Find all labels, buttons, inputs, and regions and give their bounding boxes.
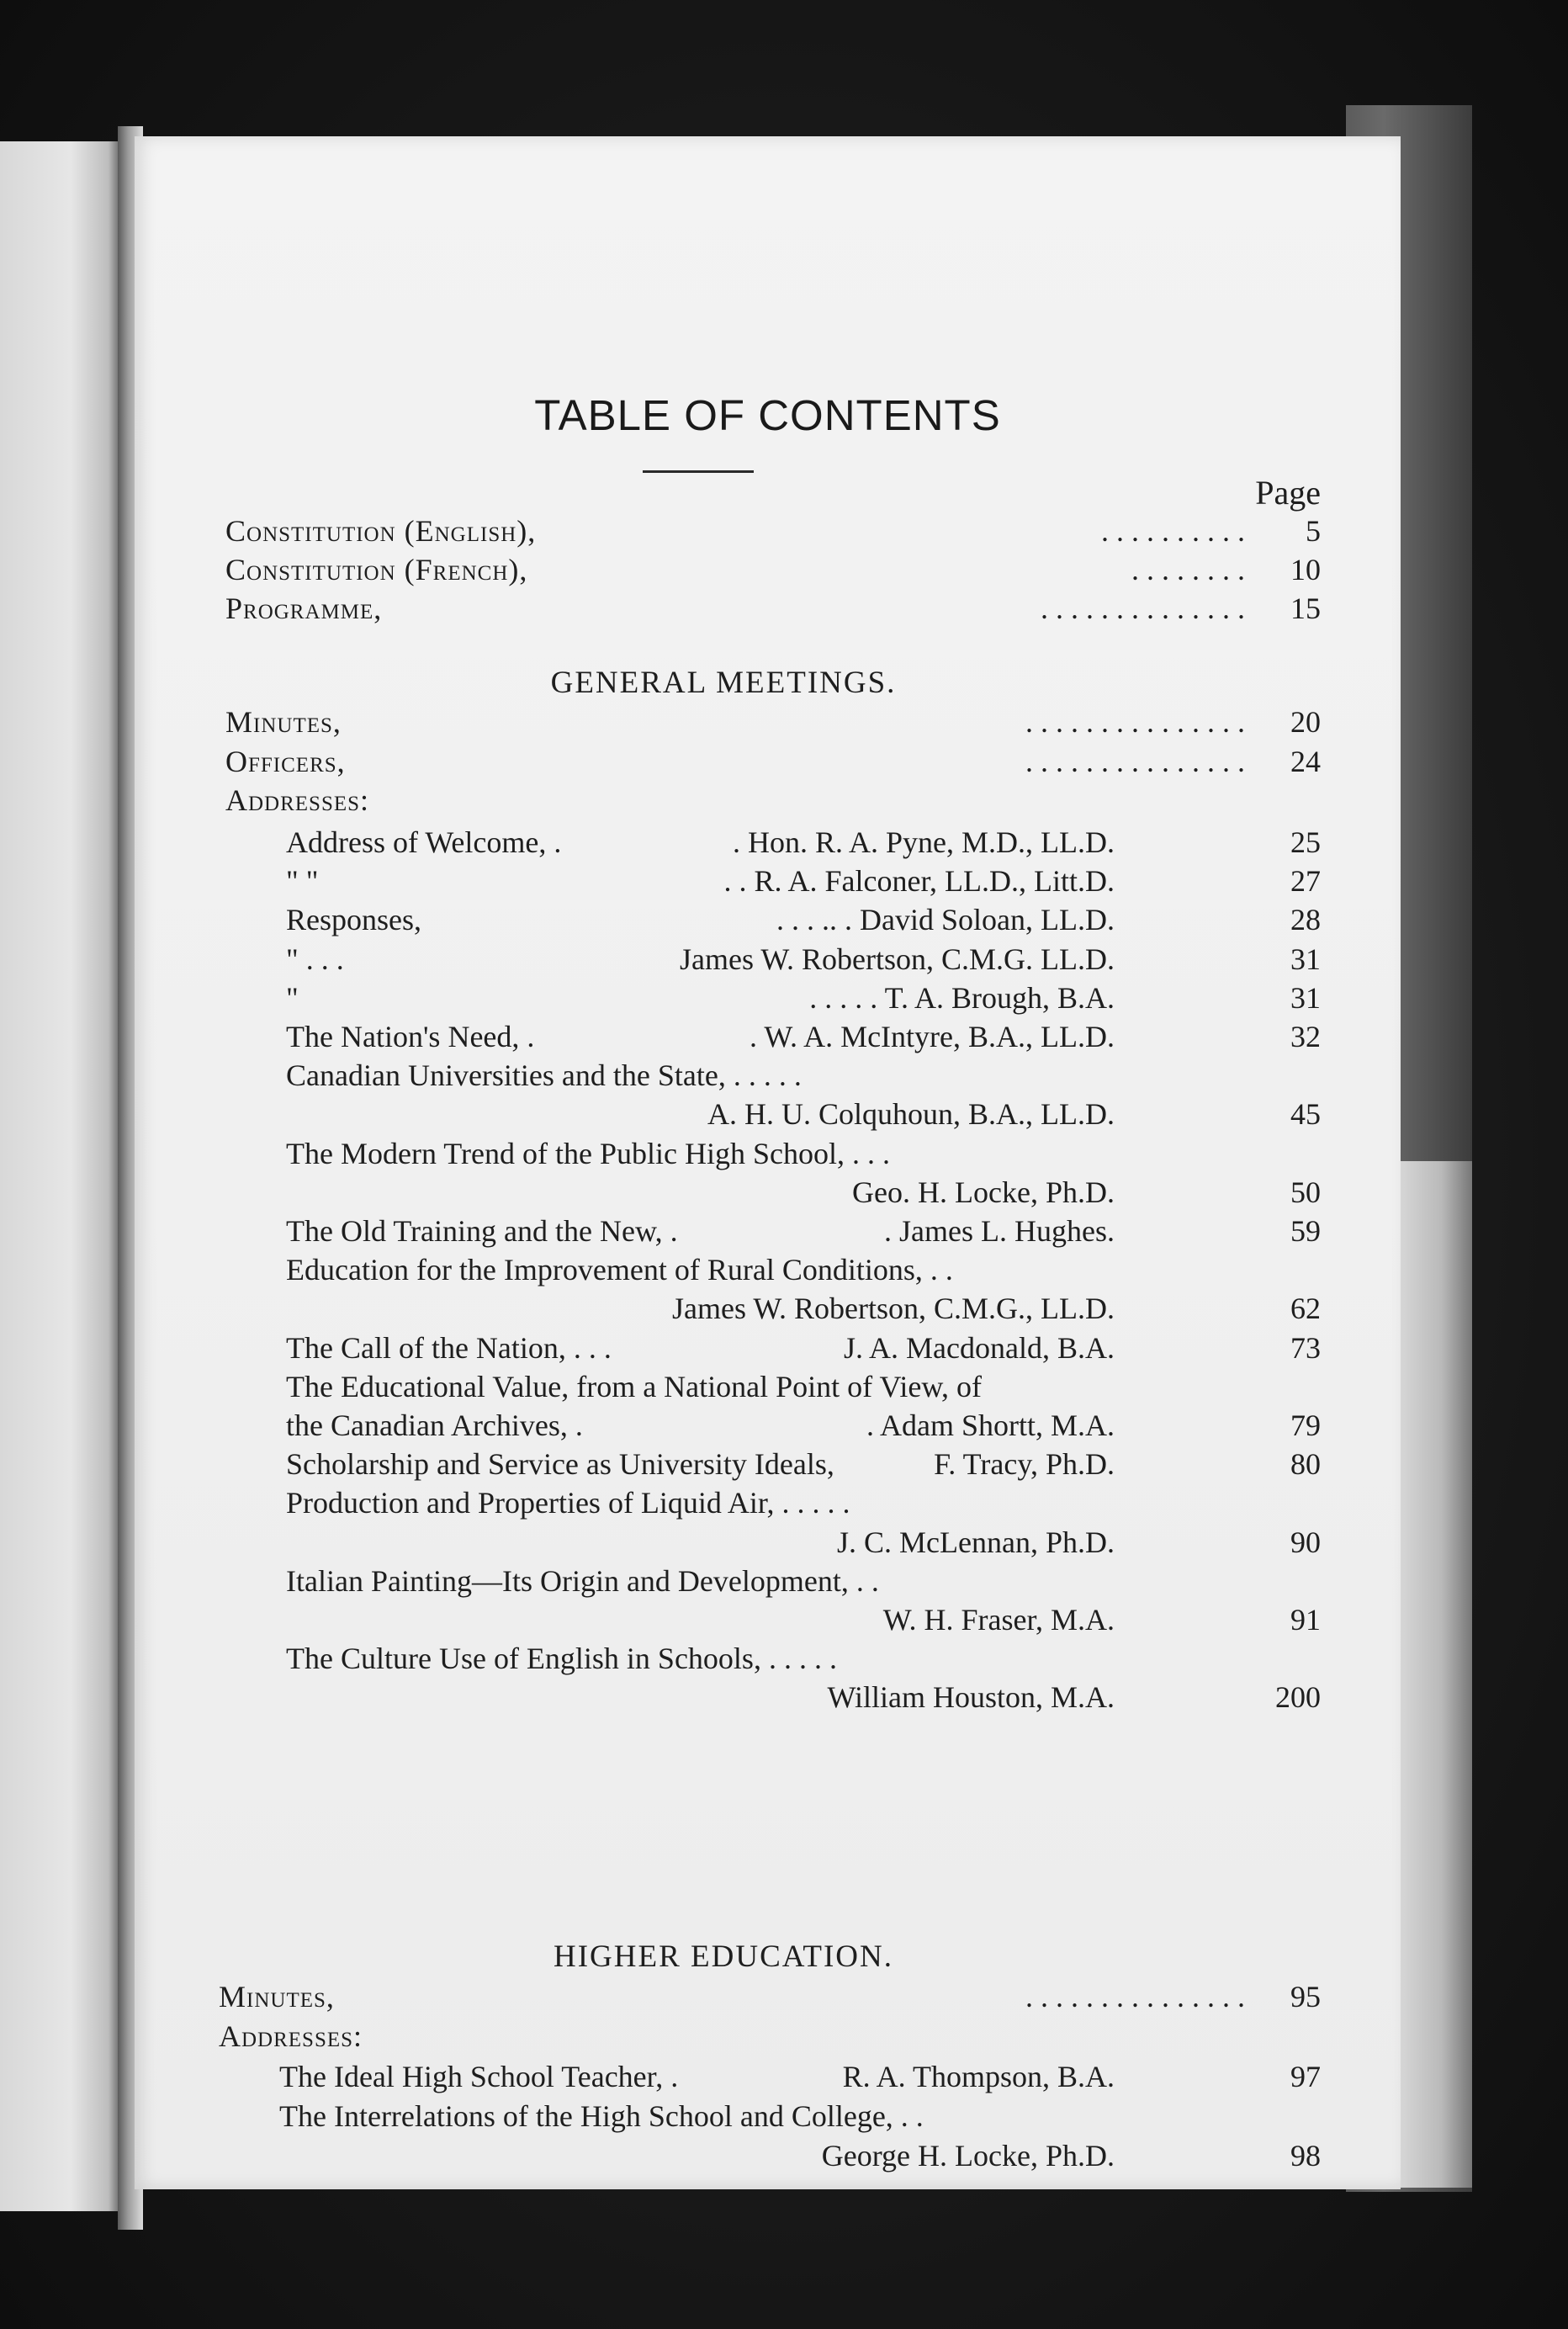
toc-address-title: The Educational Value, from a National Point of View, of <box>286 1369 982 1403</box>
toc-page-number: 32 <box>1290 1020 1321 1053</box>
toc-entry-label: Constitution (English), <box>225 514 537 548</box>
toc-page-number: 62 <box>1290 1292 1321 1326</box>
toc-page-number: 5 <box>1306 514 1321 548</box>
toc-leader: . . . . . . . . <box>1131 553 1245 586</box>
toc-page-number: 15 <box>1290 592 1321 625</box>
section-heading: HIGHER EDUCATION. <box>554 1939 893 1974</box>
toc-entry-label: Minutes, <box>225 705 342 739</box>
toc-page-number: 59 <box>1290 1214 1321 1248</box>
toc-address-title: Responses, <box>286 903 421 937</box>
toc-address-title: Canadian Universities and the State, . . . . . <box>286 1058 802 1093</box>
toc-entry-label: Minutes, <box>219 1980 335 2013</box>
toc-address-author: A. H. U. Colquhoun, B.A., LL.D. <box>707 1097 1115 1132</box>
toc-address-title: The Interrelations of the High School and College, . . <box>279 2099 924 2133</box>
toc-page-number: 50 <box>1290 1175 1321 1209</box>
toc-page-number: 97 <box>1290 2060 1321 2093</box>
toc-leader: . . . . . . . . . . . . . . <box>1041 592 1245 625</box>
toc-address-author: . . R. A. Falconer, LL.D., Litt.D. <box>723 864 1115 899</box>
toc-address-author: . Hon. R. A. Pyne, M.D., LL.D. <box>732 825 1115 859</box>
toc-page-number: 25 <box>1290 825 1321 859</box>
addresses-label: Addresses: <box>225 783 370 817</box>
toc-address-author: R. A. Thompson, B.A. <box>842 2060 1115 2093</box>
toc-address-title: The Nation's Need, . <box>286 1020 535 1053</box>
toc-address-title: Italian Painting—Its Origin and Development, . . <box>286 1563 879 1598</box>
toc-address-title: The Old Training and the New, . <box>286 1214 678 1248</box>
toc-page-number: 200 <box>1275 1680 1321 1715</box>
toc-leader: . . . . . . . . . . <box>1101 514 1245 548</box>
toc-address-title: The Call of the Nation, . . . <box>286 1330 612 1365</box>
toc-address-author: James W. Robertson, C.M.G. LL.D. <box>680 942 1115 976</box>
toc-address-author: Geo. H. Locke, Ph.D. <box>852 1175 1115 1209</box>
toc-address-title: " . . . <box>286 942 344 976</box>
toc-page-number: 79 <box>1290 1409 1321 1442</box>
section-heading: GENERAL MEETINGS. <box>550 666 897 700</box>
toc-address-title: Production and Properties of Liquid Air, . . . . . <box>286 1486 850 1520</box>
toc-address-title: The Culture Use of English in Schools, . . . . . <box>286 1642 837 1676</box>
toc-address-title: Scholarship and Service as University Ideals, <box>286 1447 834 1482</box>
toc-address-title: the Canadian Archives, . <box>286 1409 583 1442</box>
toc-address-title: The Modern Trend of the Public High School, . . . <box>286 1136 890 1170</box>
toc-address-title: " <box>286 980 299 1015</box>
toc-address-author: W. H. Fraser, M.A. <box>882 1603 1115 1637</box>
toc-entry-label: Constitution (French), <box>225 553 528 586</box>
toc-address-author: William Houston, M.A. <box>827 1680 1115 1715</box>
toc-page-number: 31 <box>1290 980 1321 1015</box>
toc-page-number: 80 <box>1290 1447 1321 1482</box>
toc-page-number: 45 <box>1290 1097 1321 1132</box>
toc-address-author: George H. Locke, Ph.D. <box>821 2139 1115 2172</box>
toc-leader: . . . . . . . . . . . . . . . <box>1025 1980 1245 2013</box>
toc-page-number: 27 <box>1290 864 1321 899</box>
toc-page <box>135 136 1401 2189</box>
toc-address-title: Education for the Improvement of Rural Conditions, . . <box>286 1253 953 1287</box>
toc-page-number: 28 <box>1290 903 1321 937</box>
addresses-label: Addresses: <box>219 2019 363 2053</box>
toc-leader: . . . . . . . . . . . . . . . <box>1025 705 1245 739</box>
page-title: TABLE OF CONTENTS <box>534 391 1001 439</box>
toc-page-number: 98 <box>1290 2139 1321 2172</box>
toc-page-number: 95 <box>1290 1980 1321 2013</box>
toc-page-number: 91 <box>1290 1603 1321 1637</box>
toc-address-author: F. Tracy, Ph.D. <box>934 1447 1115 1482</box>
toc-page-number: 24 <box>1290 745 1321 778</box>
toc-page-number: 73 <box>1290 1330 1321 1365</box>
toc-entry-label: Officers, <box>225 745 346 778</box>
toc-address-author: . . . . . T. A. Brough, B.A. <box>809 980 1115 1015</box>
toc-address-author: J. A. Macdonald, B.A. <box>844 1330 1115 1365</box>
toc-address-title: The Ideal High School Teacher, . <box>279 2060 679 2093</box>
toc-page-number: 10 <box>1290 553 1321 586</box>
title-rule <box>643 470 754 473</box>
toc-address-title: Address of Welcome, . <box>286 825 562 859</box>
toc-address-author: . James L. Hughes. <box>884 1214 1115 1248</box>
toc-entry-label: Programme, <box>225 592 383 625</box>
toc-page-number: 90 <box>1290 1525 1321 1559</box>
toc-page-number: 20 <box>1290 705 1321 739</box>
toc-address-author: . . . .. . David Soloan, LL.D. <box>776 903 1115 937</box>
toc-leader: . . . . . . . . . . . . . . . <box>1025 745 1245 778</box>
toc-page-number: 31 <box>1290 942 1321 976</box>
toc-address-author: . Adam Shortt, M.A. <box>866 1409 1115 1442</box>
facing-page-edge <box>0 141 118 2211</box>
toc-address-author: J. C. McLennan, Ph.D. <box>837 1525 1115 1559</box>
page-column-label: Page <box>1255 474 1321 512</box>
toc-address-author: James W. Robertson, C.M.G., LL.D. <box>672 1292 1115 1326</box>
toc-address-author: . W. A. McIntyre, B.A., LL.D. <box>750 1020 1115 1053</box>
book-back-page-edge <box>1396 1161 1472 2188</box>
toc-address-title: " " <box>286 864 319 899</box>
